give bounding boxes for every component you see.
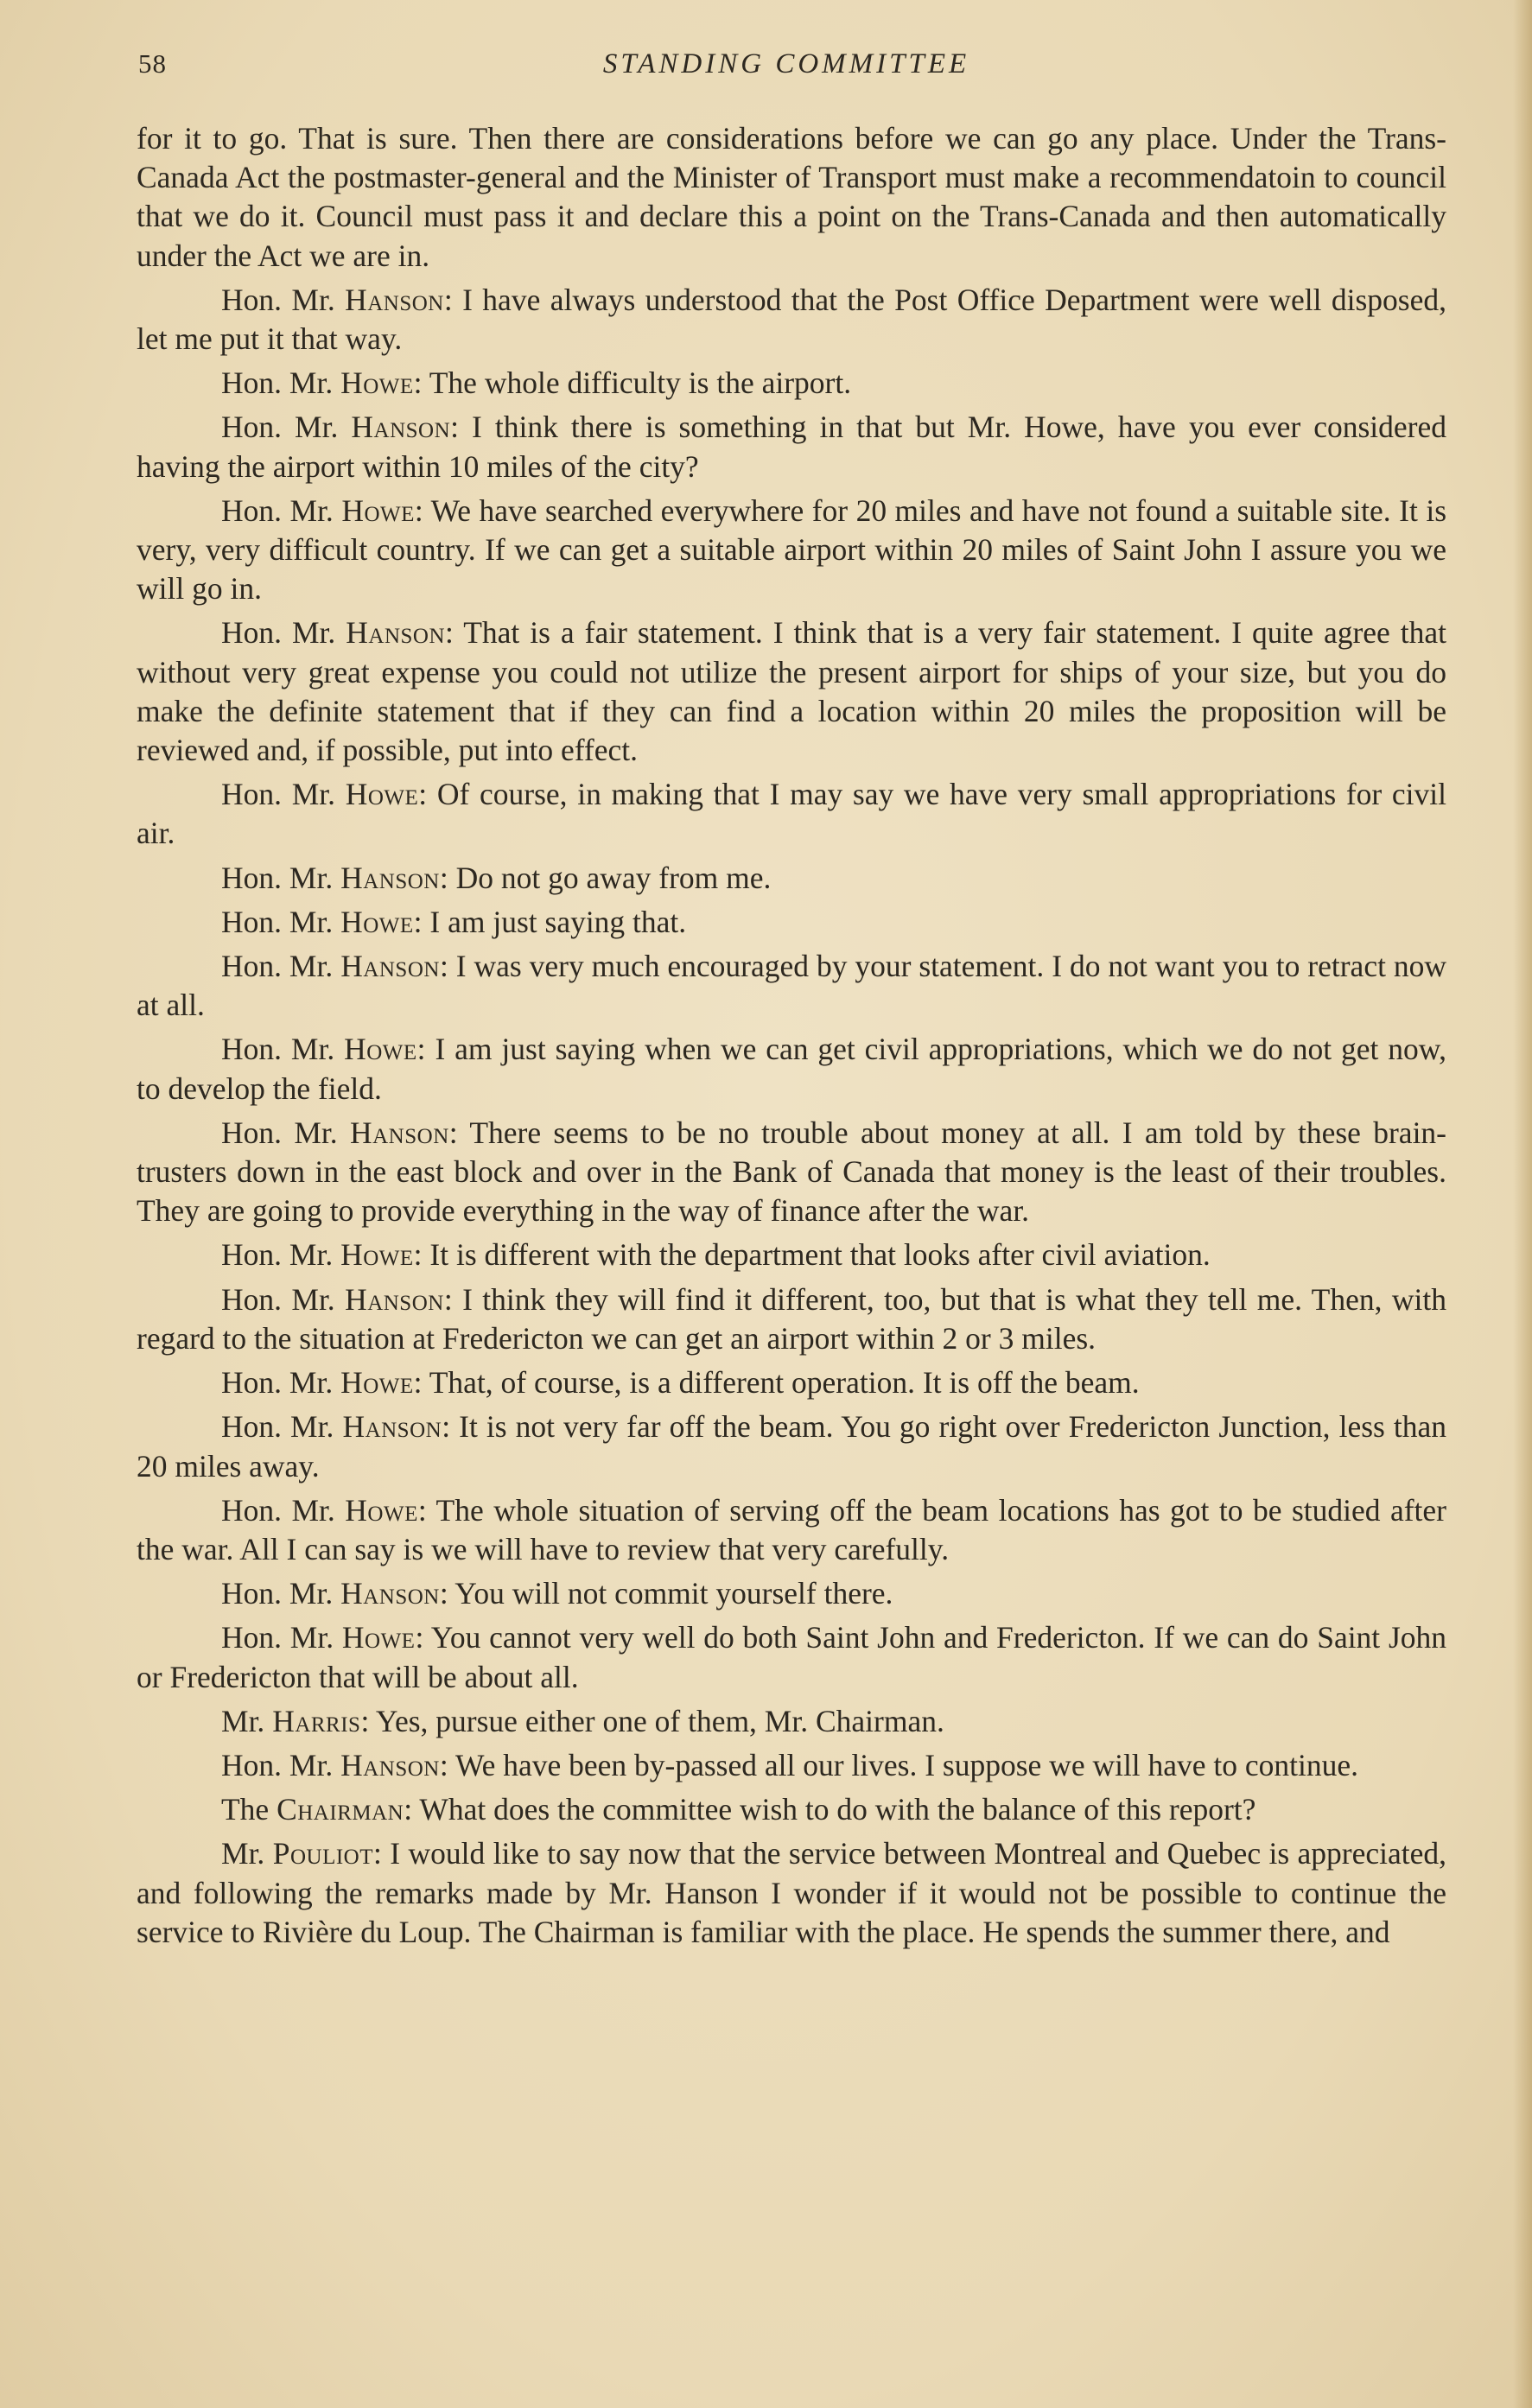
paragraph-text: for it to go. That is sure. Then there are considerations before we can go any place. Under the Trans-Canada Act the postmaster-general and the Minister of Transport must make a recommendatoin to council that we do it. Council must pass it and declare this a point on the Trans-Canada and then automatically under the Act we are in. xyxy=(137,121,1446,273)
speaker-name: Hanson xyxy=(345,1281,444,1317)
paragraph: Hon. Mr. Hanson: I think they will find it different, too, but that is what they tell me. Then, with regard to the situation at Fredericton we can get an airport within 2 or 3 miles. xyxy=(137,1281,1446,1356)
page-number: 58 xyxy=(138,48,167,79)
paragraph-text: You cannot very well do both Saint John and Fredericton. If we can do Saint John or Fredericton that will be about all. xyxy=(137,1620,1447,1694)
speaker-name: Chairman xyxy=(277,1792,404,1827)
speaker-title: Mr. xyxy=(221,1836,265,1871)
paragraph: Hon. Mr. Howe: The whole difficulty is the airport. xyxy=(221,365,852,401)
paragraph-text: It is not very far off the beam. You go right over Fredericton Junction, less than 20 miles away. xyxy=(137,1409,1446,1484)
speaker-title: Hon. Mr. xyxy=(221,1237,334,1273)
paragraph: Mr. Pouliot: I would like to say now that the service between Montreal and Quebec is appreciated, and following the remarks made by Mr. Hanson I wonder if it would not be possible to continue the service to Rivière du Loup. The Chairman is familiar with the place. He spends the summer there, and xyxy=(137,1836,1446,1949)
speaker-name: Howe xyxy=(340,904,414,939)
speaker-title: Hon. Mr. xyxy=(221,1115,338,1150)
speaker-name: Howe xyxy=(341,1620,416,1655)
speaker-title: Hon. Mr. xyxy=(221,1747,334,1782)
speaker-name: Harris xyxy=(272,1703,361,1738)
speaker-name: Howe xyxy=(345,1492,418,1528)
paragraph-text: The whole situation of serving off the beam locations has got to be studied after the war. All I can say is we will have to review that very carefully. xyxy=(137,1492,1446,1566)
speaker-name: Hanson xyxy=(349,1115,449,1150)
transcript-body xyxy=(137,119,1446,1957)
speaker-name: Hanson xyxy=(340,1576,440,1611)
paragraph-text: I am just saying that. xyxy=(429,904,687,939)
speaker-title: Hon. Mr. xyxy=(221,777,336,812)
paragraph: Hon. Mr. Hanson: That is a fair statement. I think that is a very fair statement. I quite agree that without very great expense you could not utilize the present airport for ships of your size, but you do make the definite statement that if they can find a location within 20 miles the proposition will be reviewed and, if possible, put into effect. xyxy=(137,615,1446,768)
speaker-name: Howe xyxy=(340,1237,414,1273)
paragraph: Hon. Mr. Hanson: There seems to be no trouble about money at all. I am told by these brain-trusters down in the east block and over in the Bank of Canada that money is the least of their troubles. They are going to provide everything in the way of finance after the war. xyxy=(137,1115,1446,1229)
paragraph-text: That is a fair statement. I think that is a very fair statement. I quite agree that without very great expense you could not utilize the present airport for ships of your size, but you do make the definite statement that if they can find a location within 20 miles the proposition will be reviewed and, if possible, put into effect. xyxy=(137,615,1446,768)
paragraph: Hon. Mr. Hanson: You will not commit yourself there. xyxy=(221,1576,893,1611)
page-header xyxy=(138,48,1452,90)
paragraph-text: That, of course, is a different operation. It is off the beam. xyxy=(429,1365,1140,1401)
paragraph: Hon. Mr. Hanson: Do not go away from me. xyxy=(221,860,772,895)
speaker-title: Hon. Mr. xyxy=(221,615,336,651)
paragraph-text: I think there is something in that but Mr. Howe, have you ever considered having the airport within 10 miles of the city? xyxy=(137,410,1446,484)
paragraph: Hon. Mr. Hanson: We have been by-passed all our lives. I suppose we will have to continue. xyxy=(221,1747,1359,1782)
speaker-name: Hanson xyxy=(351,410,451,445)
speaker-name: Howe xyxy=(341,492,415,528)
paragraph: Hon. Mr. Howe: The whole situation of serving off the beam locations has got to be studied after the war. All I can say is we will have to review that very carefully. xyxy=(137,1492,1446,1566)
speaker-name: Howe xyxy=(340,365,414,401)
paragraph-text: It is different with the department that looks after civil aviation. xyxy=(429,1237,1211,1273)
page-edge-shadow xyxy=(1513,0,1532,2408)
paragraph-text: I think they will find it different, too, but that is what they tell me. Then, with regard to the situation at Fredericton we can get an airport within 2 or 3 miles. xyxy=(137,1281,1446,1356)
speaker-name: Hanson xyxy=(340,949,440,984)
paragraph: Hon. Mr. Howe: Of course, in making that I may say we have very small appropriations for civil air. xyxy=(137,777,1447,851)
speaker-title: Hon. Mr. xyxy=(221,860,334,895)
paragraph: Hon. Mr. Howe: We have searched everywhere for 20 miles and have not found a suitable site. It is very, very difficult country. If we can get a suitable airport within 20 miles of Saint John I assure you we will go in. xyxy=(137,492,1447,607)
speaker-name: Hanson xyxy=(346,615,446,651)
paragraph: Hon. Mr. Hanson: I was very much encouraged by your statement. I do not want you to retract now at all. xyxy=(137,949,1446,1023)
paragraph-text: We have searched everywhere for 20 miles and have not found a suitable site. It is very, very difficult country. If we can get a suitable airport within 20 miles of Saint John I assure you we will go in. xyxy=(137,492,1447,607)
speaker-title: Hon. Mr. xyxy=(221,1576,334,1611)
paragraph: Hon. Mr. Howe: It is different with the department that looks after civil aviation. xyxy=(221,1237,1211,1273)
speaker-name: Howe xyxy=(344,1032,417,1067)
paragraph: Hon. Mr. Howe: You cannot very well do both Saint John and Fredericton. If we can do Saint John or Fredericton that will be about all. xyxy=(137,1620,1447,1694)
speaker-title: Hon. Mr. xyxy=(221,492,334,528)
paragraph: Hon. Mr. Hanson: It is not very far off the beam. You go right over Fredericton Junction, less than 20 miles away. xyxy=(137,1409,1446,1484)
paragraph-text: We have been by-passed all our lives. I suppose we will have to continue. xyxy=(455,1747,1359,1782)
paragraph-text: I am just saying when we can get civil appropriations, which we do not get now, to develop the field. xyxy=(137,1032,1446,1106)
paragraph-text: Yes, pursue either one of them, Mr. Chairman. xyxy=(375,1703,944,1738)
speaker-name: Howe xyxy=(340,1365,414,1401)
paragraph-text: What does the committee wish to do with the balance of this report? xyxy=(419,1792,1256,1827)
speaker-name: Hanson xyxy=(342,1409,442,1445)
speaker-title: Mr. xyxy=(221,1703,265,1738)
paragraph-text: There seems to be no trouble about money at all. I am told by these brain-trusters down in the east block and over in the Bank of Canada that money is the least of their troubles. They are going to provide everything in the way of finance after the war. xyxy=(137,1115,1446,1229)
paragraph: Mr. Harris: Yes, pursue either one of them, Mr. Chairman. xyxy=(221,1703,944,1738)
speaker-title: Hon. Mr. xyxy=(221,410,339,445)
speaker-title: Hon. Mr. xyxy=(221,282,335,317)
speaker-name: Hanson xyxy=(345,282,444,317)
paragraph: Hon. Mr. Hanson: I think there is something in that but Mr. Howe, have you ever considered having the airport within 10 miles of the city? xyxy=(137,410,1446,484)
speaker-title: Hon. Mr. xyxy=(221,949,334,984)
paragraph-text: Do not go away from me. xyxy=(455,860,772,895)
speaker-title: Hon. Mr. xyxy=(221,1409,334,1445)
speaker-title: Hon. Mr. xyxy=(221,1032,335,1067)
paragraph: Hon. Mr. Howe: That, of course, is a different operation. It is off the beam. xyxy=(221,1365,1140,1401)
speaker-name: Howe xyxy=(345,777,419,812)
speaker-title: Hon. Mr. xyxy=(221,1492,335,1528)
paragraph: The Chairman: What does the committee wish to do with the balance of this report? xyxy=(221,1792,1256,1827)
paragraph-text: I have always understood that the Post Office Department were well disposed, let me put it that way. xyxy=(137,282,1447,357)
speaker-name: Hanson xyxy=(340,860,440,895)
paragraph-text: I would like to say now that the service between Montreal and Quebec is appreciated, and following the remarks made by Mr. Hanson I wonder if it would not be possible to continue the service to Rivière du Loup. The Chairman is familiar with the place. He spends the summer there, and xyxy=(137,1836,1446,1949)
paragraph-text: Of course, in making that I may say we have very small appropriations for civil air. xyxy=(137,777,1447,851)
paragraph-text: The whole difficulty is the airport. xyxy=(429,365,852,401)
speaker-title: Hon. Mr. xyxy=(221,1365,334,1401)
speaker-title: Hon. Mr. xyxy=(221,1620,334,1655)
speaker-name: Pouliot xyxy=(272,1836,373,1871)
running-head: STANDING COMMITTEE xyxy=(602,48,970,79)
speaker-title: The xyxy=(221,1792,270,1827)
paragraph-text: You will not commit yourself there. xyxy=(455,1576,893,1611)
paragraph-text: I was very much encouraged by your statement. I do not want you to retract now at all. xyxy=(137,949,1446,1023)
paragraph: Hon. Mr. Howe: I am just saying when we can get civil appropriations, which we do not get now, to develop the field. xyxy=(137,1032,1446,1106)
paragraph: Hon. Mr. Howe: I am just saying that. xyxy=(221,904,687,939)
paragraph xyxy=(137,119,1446,276)
speaker-title: Hon. Mr. xyxy=(221,365,334,401)
speaker-name: Hanson xyxy=(340,1747,440,1782)
speaker-title: Hon. Mr. xyxy=(221,1281,335,1317)
speaker-title: Hon. Mr. xyxy=(221,904,334,939)
paragraph: Hon. Mr. Hanson: I have always understood that the Post Office Department were well disposed, let me put it that way. xyxy=(137,282,1447,357)
